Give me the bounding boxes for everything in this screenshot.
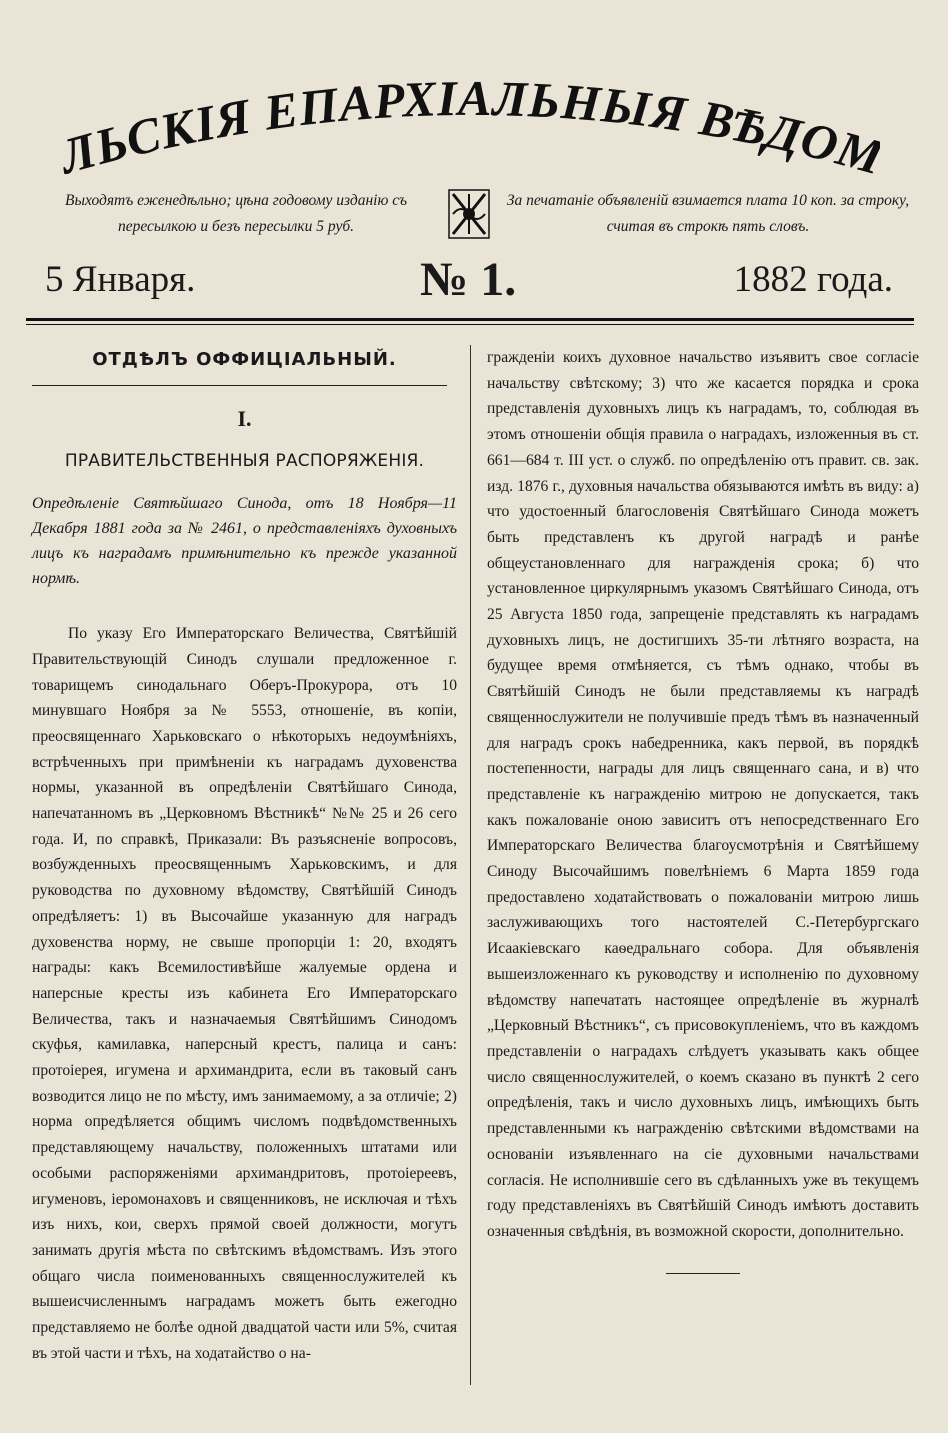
issue-line [0,253,948,308]
article-body-left: По указу Его Императорскаго Величества, Святѣйшій Правительствующій Синодъ слушали предложенное г. товарищемъ синодальнаго Оберъ-Прокурора, отъ 10 минувшаго Ноября за № 5553, отношеніе, въ копіи, преосвященнаго Харьковскаго о нѣкоторыхъ недоумѣніяхъ, встрѣченныхъ при примѣненіи къ наградамъ духовенства нормы, указанной въ опредѣленіи Святѣйшаго Синода, напечатанномъ въ „Церковномъ Вѣстникѣ“ №№ 25 и 26 сего года. И, по справкѣ, Приказали: Въ разъясненіе вопросовъ, возбужденныхъ преосвященнымъ Харьковскимъ, и для руководства по духовному вѣдомству, Святѣйшій Синодъ опредѣляетъ: 1) въ Высочайше указанную для наградъ духовенства норму, не свыше пропорціи 1: 20, входятъ награды: какъ Всемилостивѣйше жалуемые ордена и наперсные кресты изъ кабинета Его Императорскаго Величества, такъ и назначаемыя Святѣйшимъ Синодомъ скуфья, камилавка, наперсный крестъ, палица и санъ: протоіерея, игумена и архимандрита, если въ таковый санъ возводится лицо не по мѣсту, имъ занимаемому, а за отличіе; 2) норма опредѣляется общимъ числомъ подвѣдомственныхъ представляющему начальству, положенныхъ штатами или особыми распоряженіями архимандритовъ, протоіереевъ, игуменовъ, іеромонаховъ и священниковъ, не исключая и тѣхъ изъ нихъ, кои, сверхъ прямой своей должности, могутъ занимать другія мѣста по свѣтскимъ вѣдомствамъ. Изъ этого общаго числа поименованныхъ священнослужителей къ вышеисчисленнымъ наградамъ можетъ быть ежегодно представляемо не болѣе одной двадцатой части или 5%, считая въ этой части и тѣхъ, на ходатайство о на- [32,625,457,1362]
issue-date: 5 Января. [45,259,196,300]
section-number: I. [237,405,252,431]
ads-note: За печатаніе объявленій взимается плата 10 коп. за строку, считая въ строкѣ пять словъ. [506,192,910,235]
column-divider [470,345,471,1385]
header-rule-thin [26,324,914,325]
right-column [487,345,919,1274]
masthead-title-art [60,70,880,180]
section-rule [32,385,447,386]
masthead-title-text: ЬСКІЯ ЕПАРХІАЛЬНЫЯ ВѢДО [88,70,845,176]
department-heading: ПРАВИТЕЛЬСТВЕННЫЯ РАСПОРЯЖЕНІЯ. [64,451,425,472]
left-column [32,345,457,1367]
section-heading: ОТДѢЛЪ ОФФИЦІАЛЬНЫЙ. [92,349,397,370]
issue-number: № 1. [420,253,517,306]
article-body-right: гражденіи коихъ духовное начальство изъявитъ свое согласіе начальству свѣтскому; 3) что же касается порядка и срока представленія духовныхъ лицъ къ наградамъ, то, соблюдая въ этомъ отношеніи общія правила о наградахъ, изложенныя въ ст. 661—684 т. III уст. о служб. по опредѣленію отъ правит. св. зак. изд. 1876 г., духовныя начальства обязываются имѣть въ виду: а) что удостоенный благословенія Святѣйшаго Синода можетъ быть представленъ къ другой наградѣ и ранѣе общеустановленнаго для награжденія срока; б) что установленное циркулярнымъ указомъ Святѣйшаго Синода, отъ 25 Августа 1850 года, запрещеніе представлять къ наградамъ духовныхъ лицъ, не достигшихъ 35-ти лѣтняго возраста, на будущее время отмѣняется, съ тѣмъ однако, чтобы въ Святѣйшій Синодъ не были представляемы къ наградѣ священнослужители не получившіе предъ тѣмъ въ назначенный для наградъ срокъ набедренника, какъ первой, въ порядкѣ постепенности, награды для лицъ священнаго сана, и в) что представленіе къ награжденію митрою не допускается, такъ какъ пожалованіе оною зависитъ отъ непосредственнаго Его Императорскаго Величества благоусмотрѣнія и Святѣйшему Синоду Высочайшимъ повелѣніемъ 6 Марта 1859 года предоставлено ходатайствовать о пожалованіи митрою лишь заслуживающихъ того настоятелей С.-Петербургскаго Исаакіевскаго каѳедральнаго собора. Для объявленія вышеизложеннаго къ руководству и исполненію по духовному вѣдомству напечатать настоящее опредѣленіе въ журналѣ „Церковный Вѣстникъ“, съ присовокупленіемъ, что въ каждомъ представленіи о наградахъ слѣдуетъ указывать какъ общее число священнослужителей, о коемъ сказано въ пунктѣ 2 сего опредѣленія, такъ и число духовныхъ лицъ, имѣющихъ быть представленными къ награжденію свѣтскими вѣдомствами на основаніи изъявленнаго на сіе духовными начальствами согласія. Не исполнившіе сего въ сдѣланныхъ уже въ текущемъ году представленіяхъ въ Святѣйшій Синодъ имѣютъ доставить означенныя свѣдѣнія, въ возможной скорости, дополнительно. [487,349,919,1240]
subscription-note: Выходятъ еженедѣльно; цѣна годовому изданію съ пересылкою и безъ пересылки 5 руб. [64,192,408,235]
end-rule [666,1273,740,1274]
decree-title: Опредѣленіе Святѣйшаго Синода, отъ 18 Ноября—11 Декабря 1881 года за № 2461, о представленіяхъ духовныхъ лицъ къ наградамъ примѣнительно къ прежде указанной нормѣ. [32,495,457,588]
header-rule [26,318,914,321]
masthead-title [60,70,880,180]
ornament-icon [447,188,491,240]
issue-year: 1882 года. [733,259,893,300]
svg-text:ПОДОЛЬСКІЯ ЕПАРХІАЛЬНЫЯ ВѢДОМО [60,70,880,180]
